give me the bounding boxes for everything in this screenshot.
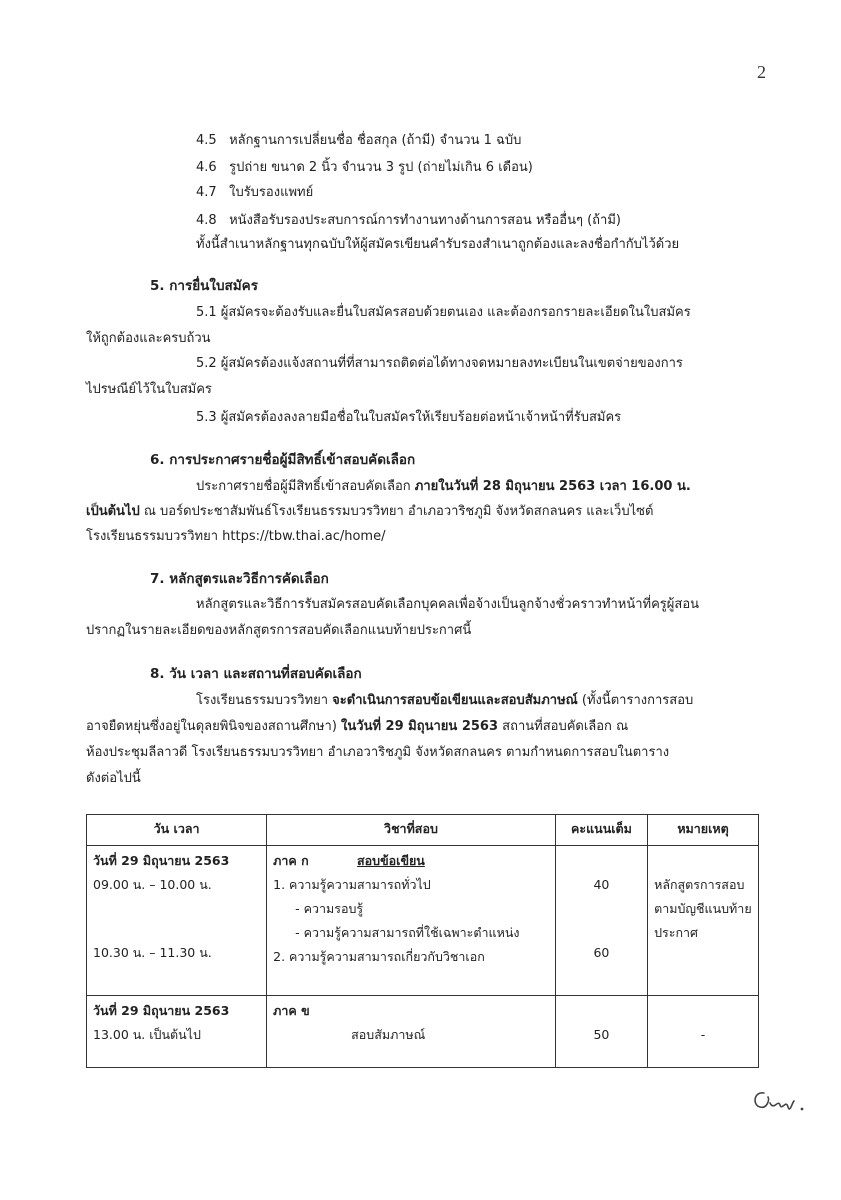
- score-cell: [555, 846, 647, 996]
- section8-line4: ดังต่อไปนี้: [86, 771, 141, 786]
- section5-p1-line2: ให้ถูกต้องและครบถ้วน: [86, 331, 211, 346]
- text-run: สถานที่สอบคัดเลือก ณ: [498, 719, 629, 734]
- subject-item: สอบสัมภาษณ์: [351, 1027, 426, 1042]
- text-run: อาจยืดหยุ่นซึ่งอยู่ในดุลยพินิจของสถานศึกษา): [86, 719, 342, 734]
- remark-line: หลักสูตรการสอบ: [654, 877, 745, 892]
- date-time-cell: [87, 996, 267, 1068]
- exam-schedule-table: [86, 814, 759, 1068]
- item-number: 4.6: [196, 160, 217, 175]
- remark-cell: [648, 846, 759, 996]
- text-run: (ทั้งนี้ตารางการสอบ: [577, 693, 694, 708]
- item-text: รูปถ่าย ขนาด 2 นิ้ว จำนวน 3 รูป (ถ่ายไม่เกิน 6 เดือน): [229, 160, 533, 175]
- item-4-7: [196, 184, 313, 202]
- section4-note: ทั้งนี้สำเนาหลักฐานทุกฉบับให้ผู้สมัครเขียนคำรับรองสำเนาถูกต้องและลงชื่อกำกับไว้ด้วย: [196, 237, 680, 252]
- item-4-6: [196, 159, 533, 177]
- text-run: ณ บอร์ดประชาสัมพันธ์โรงเรียนธรรมบวรวิทยา อำเภอวาริชภูมิ จังหวัดสกลนคร และเว็บไซต์: [139, 504, 654, 519]
- remark-cell: [648, 996, 759, 1068]
- part-title: สอบข้อเขียน: [357, 853, 425, 868]
- time-slot: 10.30 น. – 11.30 น.: [93, 945, 212, 960]
- date-time-cell: [87, 846, 267, 996]
- section6-line3: โรงเรียนธรรมบวรวิทยา https://tbw.thai.ac/home/: [86, 529, 386, 544]
- section5-p2-line2: ไปรษณีย์ไว้ในใบสมัคร: [86, 382, 212, 397]
- section8-line1: [196, 692, 693, 710]
- score-cell: [555, 996, 647, 1068]
- section8-line3: ห้องประชุมลีลาวดี โรงเรียนธรรมบวรวิทยา อำเภอวาริชภูมิ จังหวัดสกลนคร ตามกำหนดการสอบในตาราง: [86, 745, 670, 760]
- section6-line2: [86, 503, 653, 521]
- part-label: ภาค ข: [273, 1003, 310, 1018]
- part-heading: [273, 852, 549, 870]
- header-subject: วิชาที่สอบ: [267, 815, 556, 846]
- item-4-5: [196, 132, 521, 150]
- emphasis-text: เป็นต้นไป: [86, 504, 140, 519]
- remark-line: ประกาศ: [654, 925, 698, 940]
- score-value: 60: [593, 945, 610, 960]
- handwritten-signature: [750, 1085, 810, 1121]
- item-number: 4.7: [196, 185, 217, 200]
- text-run: ประกาศรายชื่อผู้มีสิทธิ์เข้าสอบคัดเลือก: [196, 479, 415, 494]
- time-slot: 09.00 น. – 10.00 น.: [93, 877, 212, 892]
- remark-line: ตามบัญชีแนบท้าย: [654, 901, 752, 916]
- section5-heading: 5. การยื่นใบสมัคร: [150, 278, 258, 294]
- subject-subitem: - ความรู้ความสามารถที่ใช้เฉพาะตำแหน่ง: [295, 925, 520, 940]
- section5-p1-line1: 5.1 ผู้สมัครจะต้องรับและยื่นใบสมัครสอบด้วยตนเอง และต้องกรอกรายละเอียดในใบสมัคร: [196, 305, 691, 320]
- item-text: หนังสือรับรองประสบการณ์การทำงานทางด้านการสอน หรืออื่นๆ (ถ้ามี): [229, 213, 621, 228]
- subject-subitem: - ความรอบรู้: [295, 901, 364, 916]
- section7-line2: ปรากฏในรายละเอียดของหลักสูตรการสอบคัดเลือกแนบท้ายประกาศนี้: [86, 623, 472, 638]
- deadline-date: ภายในวันที่ 28 มิถุนายน 2563 เวลา 16.00 น.: [414, 479, 691, 494]
- table-header-row: [87, 815, 759, 846]
- page-number: 2: [757, 62, 766, 82]
- section6-heading: 6. การประกาศรายชื่อผู้มีสิทธิ์เข้าสอบคัดเลือก: [150, 452, 416, 468]
- section5-p3-line1: 5.3 ผู้สมัครต้องลงลายมือชื่อในใบสมัครให้เรียบร้อยต่อหน้าเจ้าหน้าที่รับสมัคร: [196, 410, 622, 425]
- table-row: [87, 996, 759, 1068]
- header-full-score: คะแนนเต็ม: [555, 815, 647, 846]
- exam-date: วันที่ 29 มิถุนายน 2563: [93, 1003, 230, 1018]
- score-value: 50: [593, 1027, 610, 1042]
- subject-cell: [267, 996, 556, 1068]
- header-remark: หมายเหตุ: [648, 815, 759, 846]
- part-label: ภาค ก: [273, 853, 309, 868]
- emphasis-text: จะดำเนินการสอบข้อเขียนและสอบสัมภาษณ์: [332, 693, 578, 708]
- section7-line1: หลักสูตรและวิธีการรับสมัครสอบคัดเลือกบุคคลเพื่อจ้างเป็นลูกจ้างชั่วคราวทำหน้าที่ครูผู้สอน: [196, 597, 700, 612]
- text-run: โรงเรียนธรรมบวรวิทยา: [196, 693, 333, 708]
- section7-heading: 7. หลักสูตรและวิธีการคัดเลือก: [150, 571, 329, 587]
- item-4-8: [196, 212, 621, 230]
- section5-p2-line1: 5.2 ผู้สมัครต้องแจ้งสถานที่ที่สามารถติดต่อได้ทางจดหมายลงทะเบียนในเขตจ่ายของการ: [196, 356, 683, 371]
- score-value: 40: [593, 877, 610, 892]
- header-date-time: วัน เวลา: [87, 815, 267, 846]
- item-number: 4.8: [196, 213, 217, 228]
- subject-item: 2. ความรู้ความสามารถเกี่ยวกับวิชาเอก: [273, 949, 485, 964]
- time-slot: 13.00 น. เป็นต้นไป: [93, 1027, 201, 1042]
- section6-line1: [196, 478, 691, 496]
- item-text: หลักฐานการเปลี่ยนชื่อ ชื่อสกุล (ถ้ามี) จำนวน 1 ฉบับ: [229, 133, 522, 148]
- item-text: ใบรับรองแพทย์: [229, 185, 314, 200]
- table-row: [87, 846, 759, 996]
- exam-date: ในวันที่ 29 มิถุนายน 2563: [341, 719, 499, 734]
- exam-date: วันที่ 29 มิถุนายน 2563: [93, 853, 230, 868]
- section8-line2: [86, 718, 628, 736]
- section8-heading: 8. วัน เวลา และสถานที่สอบคัดเลือก: [150, 666, 362, 682]
- remark-line: -: [700, 1027, 706, 1042]
- subject-cell: [267, 846, 556, 996]
- item-number: 4.5: [196, 133, 217, 148]
- subject-item: 1. ความรู้ความสามารถทั่วไป: [273, 877, 431, 892]
